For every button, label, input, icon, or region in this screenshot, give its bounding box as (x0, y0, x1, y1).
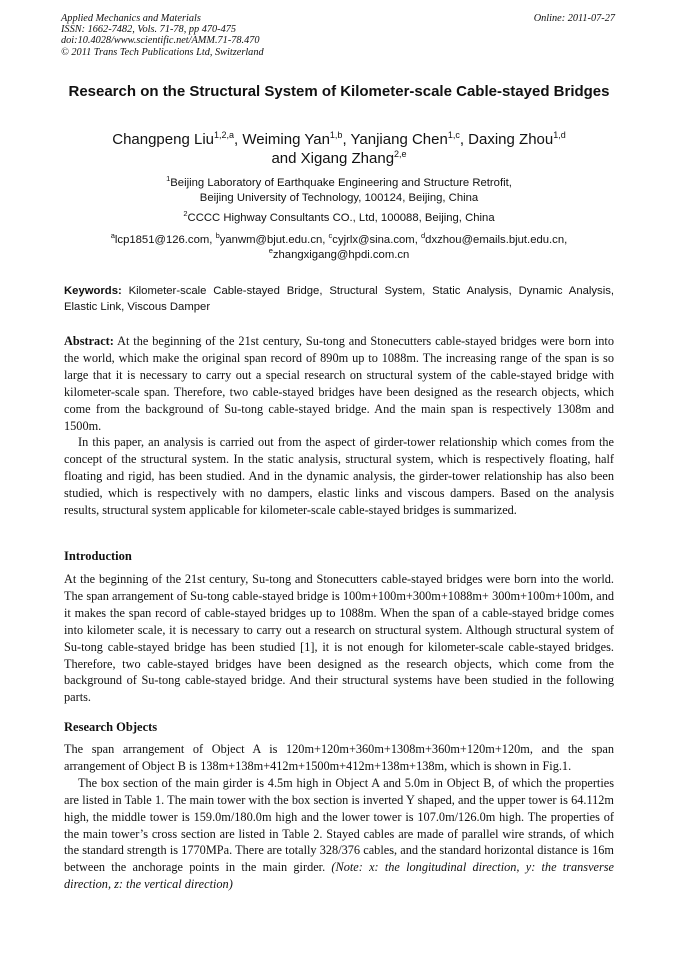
research-objects-section (64, 741, 614, 893)
research-objects-paragraph-1: The span arrangement of Object A is 120m+120m+360m+1308m+360m+120m+120m, and the span arrangement of Object B is 138m+138m+412m+1500m+412m+138m+138m, which is shown in Fig.1. (64, 742, 614, 773)
research-objects-heading: Research Objects (64, 720, 158, 734)
affiliation-1: $^1$Beijing Laboratory of Earthquake Engineering and Structure Retrofit, Beijing University of Technology, 100124, Beijing, China (166, 174, 512, 204)
introduction-heading: Introduction (64, 549, 132, 563)
coordinate-note: (Note: x: the longitudinal direction, y: the transverse direction, z: the vertical direction) (64, 860, 615, 892)
email-link[interactable]: zhangxigang@hpdi.com.cn (272, 249, 410, 261)
journal-header (61, 13, 621, 58)
abstract-label: Abstract: (64, 334, 114, 348)
abstract-paragraph-2: In this paper, an analysis is carried out from the aspect of girder-tower relationship which comes from the concept of the structural system. In the static analysis, structural system, which is respectively floating, half floating and rigid, has been studied. And in the dynamic analysis, the girder-tower relationship has also been studied, which is respectively with no dampers, elastic links and viscous dampers. Based on the analysis results, structural system applicable for kilometer-scale cable-stayed bridges is summarized. (64, 435, 614, 518)
affiliation-2: $^2$CCCC Highway Consultants CO., Ltd, 100088, Beijing, China (183, 209, 495, 224)
author-superscript: 2,e (394, 149, 407, 159)
author-superscript: 1,2,a (214, 130, 235, 140)
email-link[interactable]: yanwm@bjut.edu.cn (219, 234, 323, 246)
abstract-section (64, 333, 614, 519)
copyright-line: © 2011 Trans Tech Publications Ltd, Switzerland (61, 46, 264, 58)
author-name: Daxing Zhou (468, 131, 554, 148)
author-list: Changpeng Liu$^{1,2,a}$, Weiming Yan$^{1,b}$, Yanjiang Chen$^{1,c}$, Daxing Zhou$^{1,d}$ and Xigang Zhang$^{2,e}$ (112, 130, 566, 167)
introduction-section (64, 571, 614, 706)
email-list: $^a$lcp1851@126.com, $^b$yanwm@bjut.edu.cn, $^c$cyjrlx@sina.com, $^d$dxzhou@emails.bjut.edu.cn, $^e$zhangxigang@hpdi.com.cn (110, 231, 568, 261)
keywords-block (64, 284, 614, 315)
journal-name: Applied Mechanics and Materials (61, 13, 201, 24)
author-superscript: 1,b (329, 130, 343, 140)
doi-line: doi:10.4028/www.scientific.net/AMM.71-78.470 (61, 35, 260, 47)
author-name: and Xigang Zhang (271, 150, 395, 167)
keywords-text: Kilometer-scale Cable-stayed Bridge, Structural System, Static Analysis, Dynamic Analysis, Elastic Link, Viscous Damper (64, 285, 614, 313)
issn-line: ISSN: 1662-7482, Vols. 71-78, pp 470-475 (61, 24, 237, 36)
email-link[interactable]: dxzhou@emails.bjut.edu.cn (425, 234, 565, 246)
author-name: Weiming Yan (242, 131, 330, 148)
email-link[interactable]: lcp1851@126.com (114, 234, 210, 246)
author-superscript: 1,d (553, 130, 566, 140)
author-superscript: 1,c (447, 130, 460, 140)
paper-title: Research on the Structural System of Kilometer-scale Cable-stayed Bridges (68, 83, 610, 100)
online-date: Online: 2011-07-27 (533, 13, 615, 24)
introduction-paragraph: At the beginning of the 21st century, Su-tong and Stonecutters cable-stayed bridges were born into the world. The span arrangement of Su-tong cable-stayed bridge is 100m+100m+300m+1088m+ 300m+100m+100m, and it makes the span record of cable-stayed bridges up to 1088m. When the span of a cable-stayed bridge comes into kilometer scale, it is necessary to carry out a research on structural system. Although structural system of Su-tong cable-stayed bridge has been studied [1], it is not enough for kilometer-scale cable-stayed bridges. Therefore, two cable-stayed bridges have been designed as the research objects, which come from the background of Su-tong cable-stayed bridge. And their structural systems have been studied in the following parts. (64, 572, 614, 705)
keywords-label: Keywords: (64, 285, 122, 297)
author-name: Changpeng Liu (112, 131, 214, 148)
author-name: Yanjiang Chen (350, 131, 448, 148)
email-link[interactable]: cyjrlx@sina.com (332, 234, 415, 246)
research-objects-paragraph-2: The box section of the main girder is 4.5m high in Object A and 5.0m in Object B, of which the properties are listed in Table 1. The main tower with the box section is inverted Y shaped, and the upper tower is 64.112m high, the middle tower is 159.0m/180.0m high and the lower tower is 107.0m/126.0m high. The properties of the main tower’s cross section are listed in Table 2. Stayed cables are made of parallel wire strands, of which the standard strength is 1770MPa. There are totally 328/376 cables, and the standard horizontal distance is 16m between the anchorage points in the main girder. (Note: x: the longitudinal direction, y: the transverse direction, z: the vertical direction) (64, 775, 615, 892)
abstract-paragraph-1: Abstract: At the beginning of the 21st century, Su-tong and Stonecutters cable-stayed bridges were born into the world, which make the original span record of 890m up to 1088m. The increasing range of the span is so large that it is necessary to carry out a special research on structural system of the cable-stayed bridge with kilometer-scale span. Therefore, two cable-stayed bridges have been designed as the research objects, which come from the background of Su-tong cable-stayed bridge. And the main span is respectively 1308m and 1500m. (64, 334, 614, 433)
